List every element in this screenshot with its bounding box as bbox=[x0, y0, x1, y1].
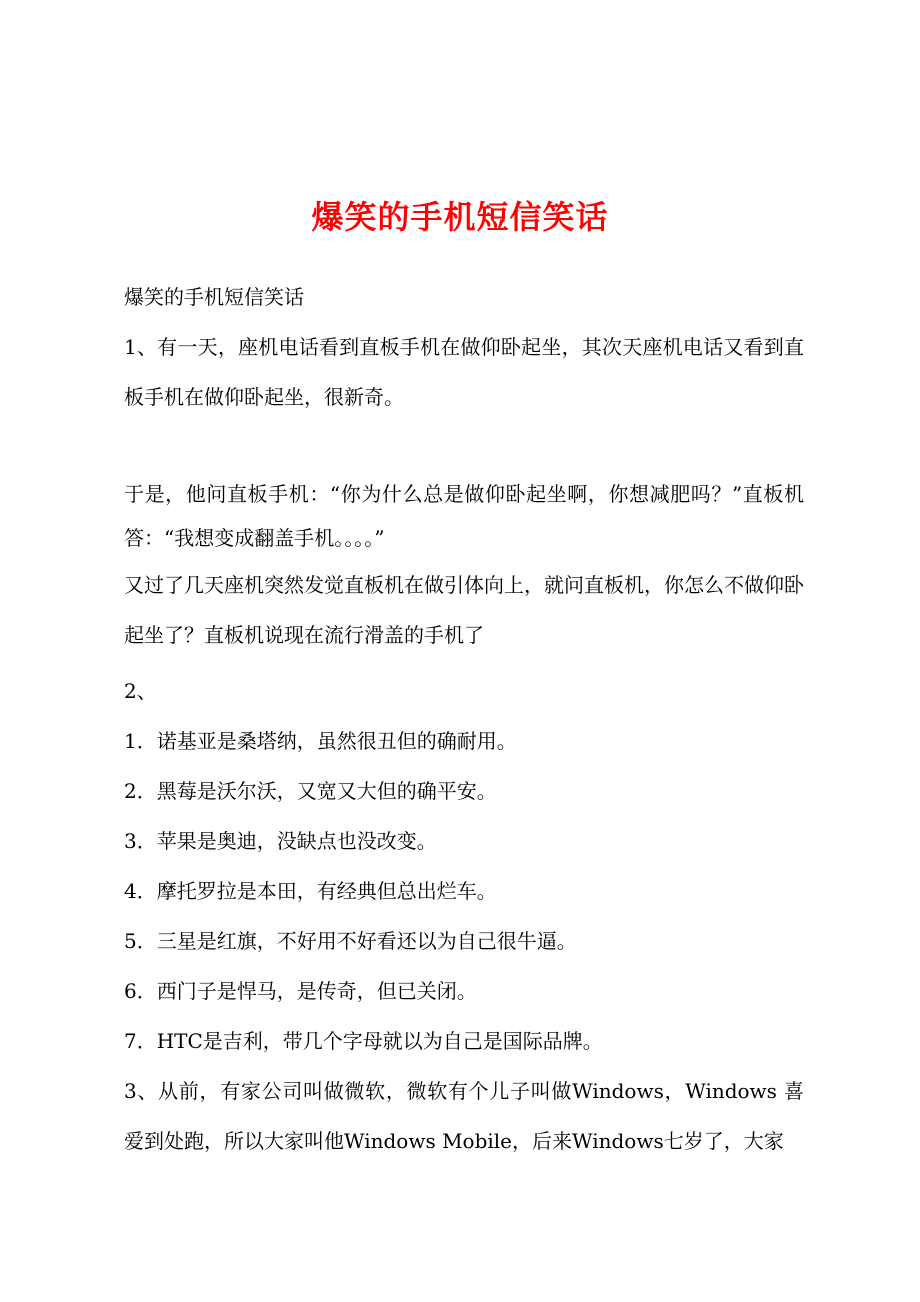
paragraph-joke-3: 3、从前，有家公司叫做微软，微软有个儿子叫做Windows，Windows 喜爱到处跑，所以大家叫他Windows Mobile，后来Windows七岁了，大家 bbox=[124, 1079, 804, 1153]
paragraph-subtitle: 爆笑的手机短信笑话 bbox=[124, 285, 304, 309]
list-item-htc: 7．HTC是吉利，带几个字母就以为自己是国际品牌。 bbox=[124, 1029, 603, 1053]
paragraph-joke-1-intro: 1、有一天，座机电话看到直板手机在做仰卧起坐，其次天座机电话又看到直板手机在做仰卧起坐，很新奇。 bbox=[124, 335, 804, 409]
list-item-blackberry: 2．黑莓是沃尔沃，又宽又大但的确平安。 bbox=[124, 779, 497, 803]
paragraph-joke-1-dialogue: 于是，他问直板手机：“你为什么总是做仰卧起坐啊，你想减肥吗？”直板机答：“我想变成翻盖手机。。。。” bbox=[124, 482, 804, 550]
list-item-motorola: 4．摩托罗拉是本田，有经典但总出烂车。 bbox=[124, 879, 497, 903]
list-item-samsung: 5．三星是红旗，不好用不好看还以为自己很牛逼。 bbox=[124, 929, 577, 953]
document-title: 爆笑的手机短信笑话 bbox=[311, 198, 609, 236]
paragraph-joke-1-ending: 又过了几天座机突然发觉直板机在做引体向上，就问直板机，你怎么不做仰卧起坐了？直板机说现在流行滑盖的手机了 bbox=[124, 573, 804, 647]
list-item-apple: 3．苹果是奥迪，没缺点也没改变。 bbox=[124, 829, 437, 853]
list-item-nokia: 1．诺基亚是桑塔纳，虽然很丑但的确耐用。 bbox=[124, 729, 517, 753]
list-item-siemens: 6．西门子是悍马，是传奇，但已关闭。 bbox=[124, 979, 477, 1003]
document-body bbox=[124, 272, 804, 1166]
paragraph-joke-2-heading: 2、 bbox=[124, 679, 157, 703]
